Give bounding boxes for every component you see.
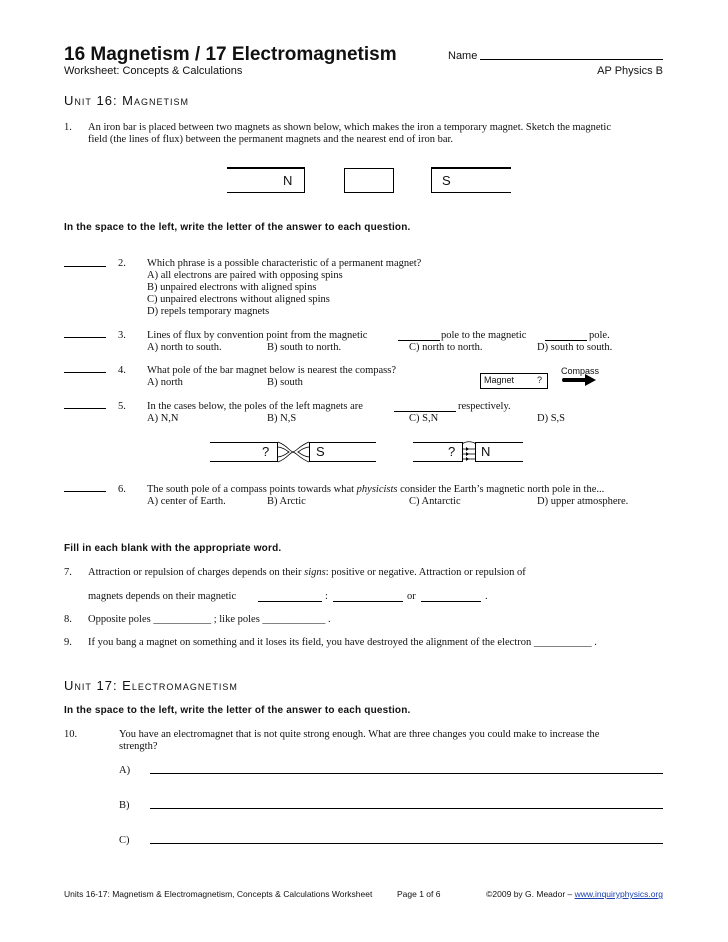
name-field[interactable] — [480, 59, 663, 60]
q1-number: 1. — [64, 122, 72, 133]
right-magnet-pole: S — [442, 173, 451, 188]
case2-right-pole: N — [481, 444, 491, 459]
q2-answer-blank[interactable] — [64, 266, 106, 267]
q5-option-c: C) S,N — [409, 413, 439, 424]
left-magnet — [227, 168, 305, 193]
q7-line1 — [88, 567, 526, 579]
q2-option-d: D) repels temporary magnets — [147, 306, 270, 317]
page-subtitle: Worksheet: Concepts & Calculations — [64, 65, 243, 77]
iron-bar — [344, 168, 394, 193]
q4-text: What pole of the bar magnet below is nearest the compass? — [147, 365, 396, 376]
q7-colon: : — [325, 591, 328, 602]
q3-blank-1 — [398, 340, 440, 341]
q7-number: 7. — [64, 567, 72, 578]
q4-compass-label: Compass — [561, 366, 600, 376]
footer-link[interactable]: www.inquiryphysics.org — [574, 889, 663, 899]
q3-text-b: pole to the magnetic — [441, 330, 527, 341]
q6-option-c: C) Antarctic — [409, 496, 461, 507]
footer-page: Page 1 of 6 — [397, 889, 441, 899]
q7-period: . — [485, 591, 488, 602]
case1-repel-field-icon — [278, 438, 309, 466]
q1-text-line1: An iron bar is placed between two magnets as shown below, which makes the iron a temporary magnet. Sketch the magnetic — [88, 122, 612, 133]
q10-answer-b[interactable] — [150, 808, 663, 809]
q5-answer-blank[interactable] — [64, 408, 106, 409]
case2-right-bottom — [475, 461, 523, 462]
q10-label-a: A) — [119, 765, 131, 776]
case2-left-bottom — [413, 461, 463, 462]
name-label: Name — [448, 50, 478, 62]
q2-option-b: B) unpaired electrons with aligned spins — [147, 282, 317, 293]
q3-number: 3. — [118, 330, 126, 341]
q5-blank — [394, 411, 456, 412]
q3-text-a: Lines of flux by convention point from the magnetic — [147, 330, 368, 341]
q10-label-c: C) — [119, 835, 130, 846]
fill-instruction: Fill in each blank with the appropriate word. — [64, 543, 282, 554]
q4-answer-blank[interactable] — [64, 372, 106, 373]
q7-line1-b: : positive or negative. Attraction or repulsion of — [325, 567, 526, 578]
q5-option-d: D) S,S — [537, 413, 566, 424]
q10-answer-c[interactable] — [150, 843, 663, 844]
compass-arrow-icon — [560, 374, 600, 386]
q5-option-a: A) N,N — [147, 413, 179, 424]
q7-blank-1[interactable] — [258, 601, 322, 602]
q7-blank-2[interactable] — [333, 601, 403, 602]
instruction-16: In the space to the left, write the letter of the answer to each question. — [64, 222, 411, 233]
q1-text-line2: field (the lines of flux) between the permanent magnets and the nearest end of iron bar. — [88, 134, 454, 145]
right-magnet — [431, 168, 511, 193]
q6-option-d: D) upper atmosphere. — [537, 496, 629, 507]
q7-or: or — [407, 591, 416, 602]
q2-option-a: A) all electrons are paired with opposing spins — [147, 270, 343, 281]
q10-line2: strength? — [119, 741, 158, 752]
q6-option-b: B) Arctic — [267, 496, 306, 507]
q9-text: If you bang a magnet on something and it loses its field, you have destroyed the alignment of the electron ___________ . — [88, 637, 597, 648]
case2-left-pole: ? — [448, 444, 456, 459]
q9-number: 9. — [64, 637, 72, 648]
case1-right-magnet — [309, 443, 376, 461]
q4-magnet-label: Magnet — [484, 375, 515, 385]
q3-answer-blank[interactable] — [64, 337, 106, 338]
instruction-17: In the space to the left, write the letter of the answer to each question. — [64, 705, 411, 716]
q3-option-b: B) south to north. — [267, 342, 342, 353]
q4-option-b: B) south — [267, 377, 303, 388]
q2-number: 2. — [118, 258, 126, 269]
q10-line1: You have an electromagnet that is not quite strong enough. What are three changes you could make to increase the — [119, 729, 600, 740]
q5-text-a: In the cases below, the poles of the left magnets are — [147, 401, 363, 412]
case1-right-pole: S — [316, 444, 325, 459]
q7-line1-emphasis: signs — [304, 567, 326, 578]
q10-number: 10. — [64, 729, 78, 740]
q4-bar-magnet — [480, 373, 548, 389]
q8-number: 8. — [64, 614, 72, 625]
q4-magnet-pole: ? — [537, 375, 543, 385]
q4-option-a: A) north — [147, 377, 183, 388]
case1-left-pole: ? — [262, 444, 270, 459]
q3-option-a: A) north to south. — [147, 342, 222, 353]
course-label: AP Physics B — [597, 65, 663, 77]
q7-blank-3[interactable] — [421, 601, 481, 602]
q5-option-b: B) N,S — [267, 413, 297, 424]
q3-option-d: D) south to south. — [537, 342, 613, 353]
q2-text: Which phrase is a possible characteristic of a permanent magnet? — [147, 258, 422, 269]
q6-text — [147, 484, 604, 496]
q6-answer-blank[interactable] — [64, 491, 106, 492]
q3-option-c: C) north to north. — [409, 342, 483, 353]
case1-left-magnet — [210, 443, 278, 461]
unit17-heading: Unit 17: Electromagnetism — [64, 678, 238, 693]
q5-number: 5. — [118, 401, 126, 412]
q5-text-b: respectively. — [458, 401, 511, 412]
left-magnet-pole: N — [283, 173, 293, 188]
case1-right-bottom — [309, 461, 376, 462]
case1-left-bottom — [210, 461, 278, 462]
q3-blank-2 — [545, 340, 587, 341]
page-title: 16 Magnetism / 17 Electromagnetism — [64, 44, 397, 65]
q6-option-a: A) center of Earth. — [147, 496, 226, 507]
footer-left: Units 16-17: Magnetism & Electromagnetism, Concepts & Calculations Worksheet — [64, 889, 373, 899]
q6-text-emphasis: physicists — [356, 484, 398, 495]
case2-attract-field-icon — [462, 440, 476, 464]
footer-right — [486, 889, 663, 899]
q8-text: Opposite poles ___________ ; like poles ____________ . — [88, 614, 331, 625]
q10-label-b: B) — [119, 800, 130, 811]
q4-number: 4. — [118, 365, 126, 376]
unit16-heading: Unit 16: Magnetism — [64, 93, 190, 108]
case2-right-magnet — [475, 443, 523, 461]
q6-text-a: The south pole of a compass points towards what — [147, 484, 355, 495]
case2-left-magnet — [413, 443, 463, 461]
q7-line2: magnets depends on their magnetic — [88, 591, 237, 602]
q6-number: 6. — [118, 484, 126, 495]
footer-copyright: ©2009 by G. Meador – — [486, 889, 575, 899]
q2-option-c: C) unpaired electrons without aligned spins — [147, 294, 330, 305]
q7-line1-a: Attraction or repulsion of charges depends on their — [88, 567, 302, 578]
q6-text-b: consider the Earth’s magnetic north pole in the... — [400, 484, 605, 495]
q10-answer-a[interactable] — [150, 773, 663, 774]
q3-text-c: pole. — [589, 330, 610, 341]
